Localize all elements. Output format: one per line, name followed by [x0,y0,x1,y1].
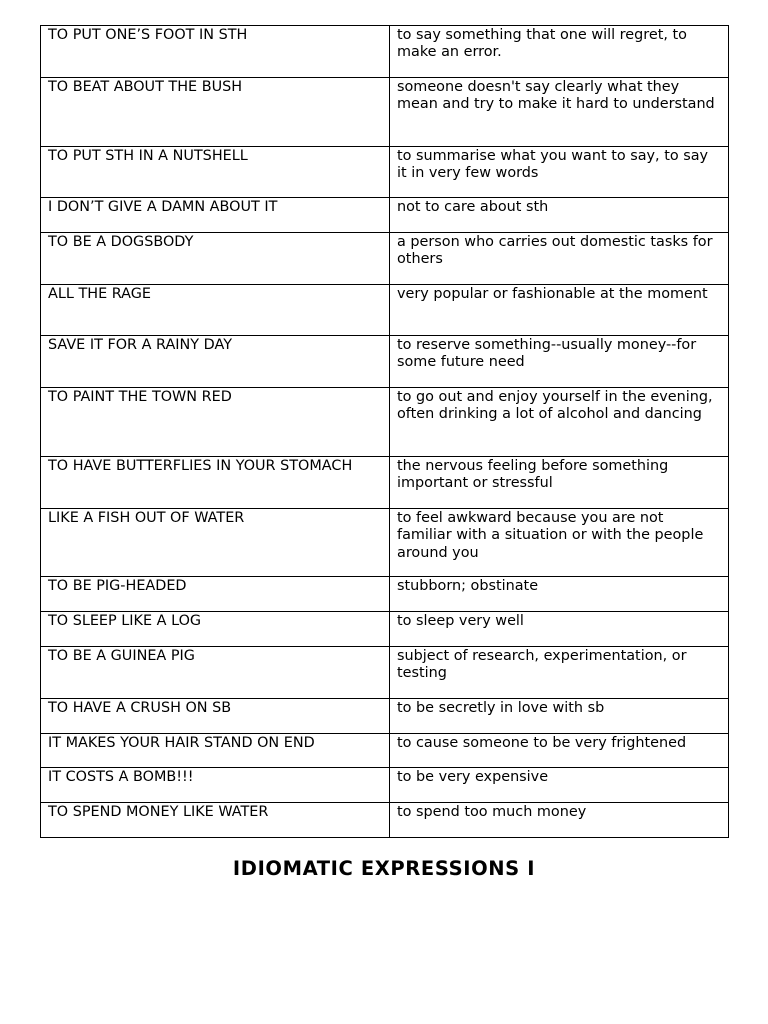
meaning-cell: someone doesn't say clearly what they mean and try to make it hard to understand [390,78,729,147]
table-row [41,388,729,457]
meaning-cell: a person who carries out domestic tasks for others [390,233,729,285]
idiom-cell: TO BEAT ABOUT THE BUSH [41,78,390,147]
table-row [41,147,729,198]
idiom-cell: TO SPEND MONEY LIKE WATER [41,803,390,838]
idiom-cell: SAVE IT FOR A RAINY DAY [41,336,390,388]
idiom-cell: TO PUT ONE’S FOOT IN STH [41,26,390,78]
meaning-cell: to be secretly in love with sb [390,699,729,734]
idiom-cell: TO SLEEP LIKE A LOG [41,612,390,647]
table-row [41,457,729,509]
page-title: IDIOMATIC EXPRESSIONS I [232,857,536,880]
meaning-cell: to feel awkward because you are not familiar with a situation or with the people around you [390,509,729,577]
table-row [41,198,729,233]
meaning-cell: to cause someone to be very frightened [390,734,729,768]
idiom-cell: TO BE A DOGSBODY [41,233,390,285]
idiom-cell: TO PUT STH IN A NUTSHELL [41,147,390,198]
table-row [41,285,729,336]
idiom-cell: TO HAVE BUTTERFLIES IN YOUR STOMACH [41,457,390,509]
table-row [41,803,729,838]
idiom-cell: LIKE A FISH OUT OF WATER [41,509,390,577]
table-row [41,647,729,699]
meaning-cell: the nervous feeling before something important or stressful [390,457,729,509]
meaning-cell: to spend too much money [390,803,729,838]
meaning-cell: stubborn; obstinate [390,577,729,612]
idiom-table-body [41,26,729,838]
table-row [41,78,729,147]
idiom-cell: TO HAVE A CRUSH ON SB [41,699,390,734]
table-row [41,734,729,768]
table-row [41,26,729,78]
table-row [41,336,729,388]
meaning-cell: to sleep very well [390,612,729,647]
table-row [41,699,729,734]
meaning-cell: to go out and enjoy yourself in the evening, often drinking a lot of alcohol and dancing [390,388,729,457]
meaning-cell: to summarise what you want to say, to say it in very few words [390,147,729,198]
table-row [41,612,729,647]
table-row [41,233,729,285]
meaning-cell: to be very expensive [390,768,729,803]
table-row [41,577,729,612]
idiom-cell: ALL THE RAGE [41,285,390,336]
meaning-cell: very popular or fashionable at the moment [390,285,729,336]
table-row [41,509,729,577]
idiom-cell: I DON’T GIVE A DAMN ABOUT IT [41,198,390,233]
idiom-table [40,25,729,838]
idiom-cell: TO PAINT THE TOWN RED [41,388,390,457]
meaning-cell: not to care about sth [390,198,729,233]
idiom-cell: TO BE A GUINEA PIG [41,647,390,699]
table-row [41,768,729,803]
idiom-cell: IT COSTS A BOMB!!! [41,768,390,803]
idiom-cell: IT MAKES YOUR HAIR STAND ON END [41,734,390,768]
meaning-cell: subject of research, experimentation, or testing [390,647,729,699]
meaning-cell: to say something that one will regret, to make an error. [390,26,729,78]
meaning-cell: to reserve something--usually money--for some future need [390,336,729,388]
idiom-cell: TO BE PIG-HEADED [41,577,390,612]
